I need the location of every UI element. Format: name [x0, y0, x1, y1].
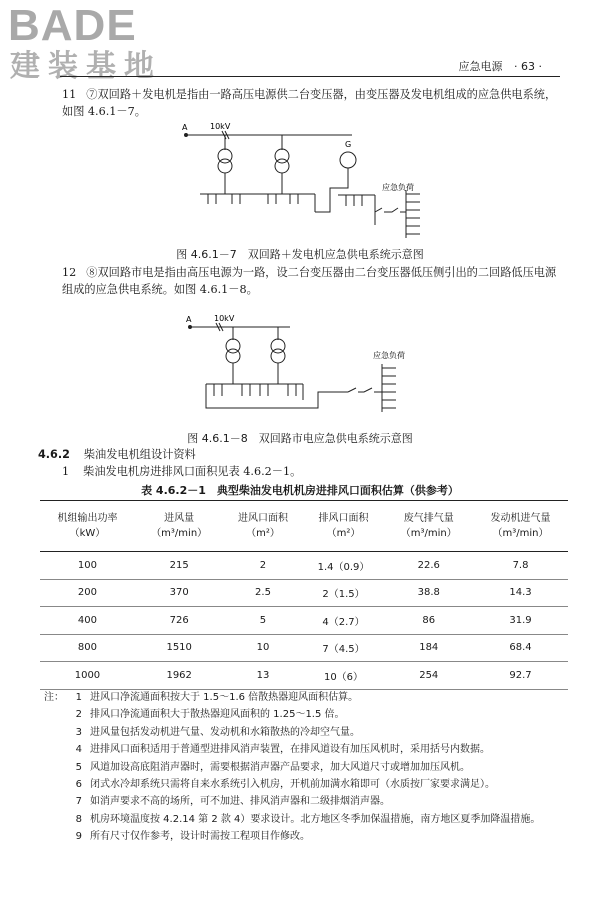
note-label	[44, 793, 66, 810]
table-cell: 7（4.5）	[303, 634, 385, 662]
section-heading-4-6-2	[38, 446, 196, 463]
label-emergency-load: 应急负荷	[373, 351, 405, 360]
label-emergency-load: 应急负荷	[382, 183, 414, 192]
header-title: 应急电源	[458, 60, 503, 73]
table-cell: 215	[135, 552, 224, 580]
label-a: A	[182, 123, 188, 132]
table-cell: 14.3	[473, 579, 568, 607]
notes-block	[44, 689, 584, 846]
table-cell: 1000	[40, 662, 135, 690]
table-cell: 86	[384, 607, 473, 635]
table-cell: 7.8	[473, 552, 568, 580]
table-cell: 13	[223, 662, 302, 690]
table-cell: 31.9	[473, 607, 568, 635]
section-number: 4.6.2	[38, 448, 70, 461]
table-cell: 10	[223, 634, 302, 662]
header-line: 废气排气量	[403, 513, 454, 524]
note-number: 5	[75, 761, 82, 773]
note-number: 6	[75, 779, 82, 791]
table-cell: 2	[223, 552, 302, 580]
table-caption: 表 4.6.2－1 典型柴油发电机机房进排风口面积估算（供参考）	[141, 484, 459, 497]
header-line: 进风口面积	[237, 513, 288, 524]
paragraph-text: ⑧双回路市电是指由高压电源为一路，设二台变压器由二台变压器低压侧引出的二回路低压电源组成的应急供电系统。如图 4.6.1－8。	[62, 266, 557, 296]
table-header-row	[40, 501, 568, 552]
header-line: 进风量	[164, 513, 195, 524]
table-cell: 254	[384, 662, 473, 690]
figure-4-6-1-7-diagram	[170, 120, 440, 242]
table-row	[40, 634, 568, 662]
table-row	[40, 579, 568, 607]
header-line: （m²）	[326, 528, 361, 539]
figure-4-6-1-8-diagram	[178, 312, 428, 424]
ventilation-table	[40, 500, 568, 690]
note-item	[44, 776, 584, 793]
note-text: 进风口净流通面积按大于 1.5～1.6 倍散热器迎风面积估算。	[90, 692, 359, 703]
table-cell: 370	[135, 579, 224, 607]
note-number: 4	[75, 744, 82, 756]
paragraph-12	[62, 264, 562, 298]
item-text: 柴油发电机房进排风口面积见表 4.6.2－1。	[83, 465, 302, 478]
note-text: 进风量包括发动机进气量、发动机和水箱散热的冷却空气量。	[90, 726, 360, 738]
header-line: （kW）	[69, 528, 106, 539]
table-header-cell	[303, 501, 385, 552]
note-label	[44, 776, 66, 793]
item-number: 1	[62, 465, 70, 478]
page-number: · 63 ·	[514, 60, 542, 73]
table-cell: 2（1.5）	[303, 579, 385, 607]
table-row	[40, 607, 568, 635]
table-cell: 38.8	[384, 579, 473, 607]
table-header-cell	[40, 501, 135, 552]
header-line: （m³/min）	[400, 528, 457, 539]
table-row	[40, 552, 568, 580]
note-label: 注：	[44, 692, 64, 703]
table-header-cell	[384, 501, 473, 552]
logo-chinese: 建装基地	[10, 49, 162, 84]
figure-caption-7: 图 4.6.1－7 双回路＋发电机应急供电系统示意图	[176, 248, 424, 261]
header-line: （m³/min）	[151, 528, 208, 539]
note-item	[44, 828, 584, 845]
label-g: G	[345, 140, 352, 149]
note-text: 进排风口面积适用于普通型进排风消声装置，在排风道设有加压风机时，采用括号内数据。	[90, 744, 490, 756]
paragraph-11	[62, 86, 562, 120]
note-text: 风道加设高底阻消声器时，需要根据消声器产品要求，加大风道尺寸或增加加压风机。	[90, 761, 470, 773]
table-row	[40, 662, 568, 690]
table-cell: 5	[223, 607, 302, 635]
table-cell: 726	[135, 607, 224, 635]
item-1	[62, 463, 301, 480]
table-cell: 184	[384, 634, 473, 662]
table-cell: 22.6	[384, 552, 473, 580]
table-cell: 10（6）	[303, 662, 385, 690]
label-a: A	[186, 315, 192, 324]
table-header-cell	[135, 501, 224, 552]
table-cell: 1.4（0.9）	[303, 552, 385, 580]
note-text: 如消声要求不高的场所，可不加进、排风消声器和二级排烟消声器。	[90, 796, 390, 808]
note-text: 所有尺寸仅作参考，设计时需按工程项目作修改。	[90, 831, 310, 843]
label-10kv: 10kV	[214, 314, 235, 323]
note-number: 9	[75, 831, 82, 843]
paragraph-text: ⑦双回路＋发电机是指由一路高压电源供二台变压器，由变压器及发电机组成的应急供电系统，如图 4.6.1－7。	[62, 88, 557, 118]
table-cell: 1962	[135, 662, 224, 690]
note-label	[44, 706, 66, 723]
note-text: 机房环境温度按 4.2.14 第 2 款 4）要求设计。北方地区冬季加保温措施，南方地区夏季加降温措施。	[90, 813, 541, 825]
note-item	[44, 741, 584, 758]
note-text: 闭式水冷却系统只需将自来水系统引入机房，开机前加满水箱即可（水质按厂家要求满足）。	[90, 779, 495, 791]
table-cell: 400	[40, 607, 135, 635]
table-cell: 2.5	[223, 579, 302, 607]
note-item	[44, 689, 584, 706]
note-item	[44, 706, 584, 723]
header-line: 排风口面积	[318, 513, 369, 524]
paragraph-number: 12	[62, 266, 77, 279]
header-line: 机组输出功率	[57, 513, 118, 524]
note-number: 1	[75, 692, 82, 703]
table-cell: 92.7	[473, 662, 568, 690]
note-label	[44, 811, 66, 828]
note-text: 排风口净流通面积大于散热器迎风面积的 1.25～1.5 倍。	[90, 709, 345, 721]
label-10kv: 10kV	[210, 122, 231, 131]
note-item	[44, 811, 584, 828]
note-item	[44, 724, 584, 741]
note-number: 3	[75, 726, 82, 738]
section-title: 柴油发电机组设计资料	[83, 448, 196, 461]
header-rule	[60, 76, 560, 77]
table-cell: 800	[40, 634, 135, 662]
table-header-cell	[473, 501, 568, 552]
note-label	[44, 741, 66, 758]
figure-caption-8: 图 4.6.1－8 双回路市电应急供电系统示意图	[187, 432, 413, 445]
note-number: 8	[75, 813, 82, 825]
table-cell: 1510	[135, 634, 224, 662]
note-label	[44, 828, 66, 845]
note-number: 7	[75, 796, 82, 808]
paragraph-number: 11	[62, 88, 77, 101]
table-cell: 4（2.7）	[303, 607, 385, 635]
header-line: （m³/min）	[492, 528, 549, 539]
header-line: （m²）	[246, 528, 280, 539]
note-label	[44, 724, 66, 741]
table-header-cell	[223, 501, 302, 552]
header-line: 发动机进气量	[490, 513, 551, 524]
note-label	[44, 759, 66, 776]
note-item	[44, 793, 584, 810]
page-header	[459, 58, 542, 74]
table-cell: 68.4	[473, 634, 568, 662]
logo-brand: BADE	[8, 1, 137, 50]
table-cell: 100	[40, 552, 135, 580]
note-number: 2	[75, 709, 82, 721]
table-cell: 200	[40, 579, 135, 607]
note-item	[44, 759, 584, 776]
